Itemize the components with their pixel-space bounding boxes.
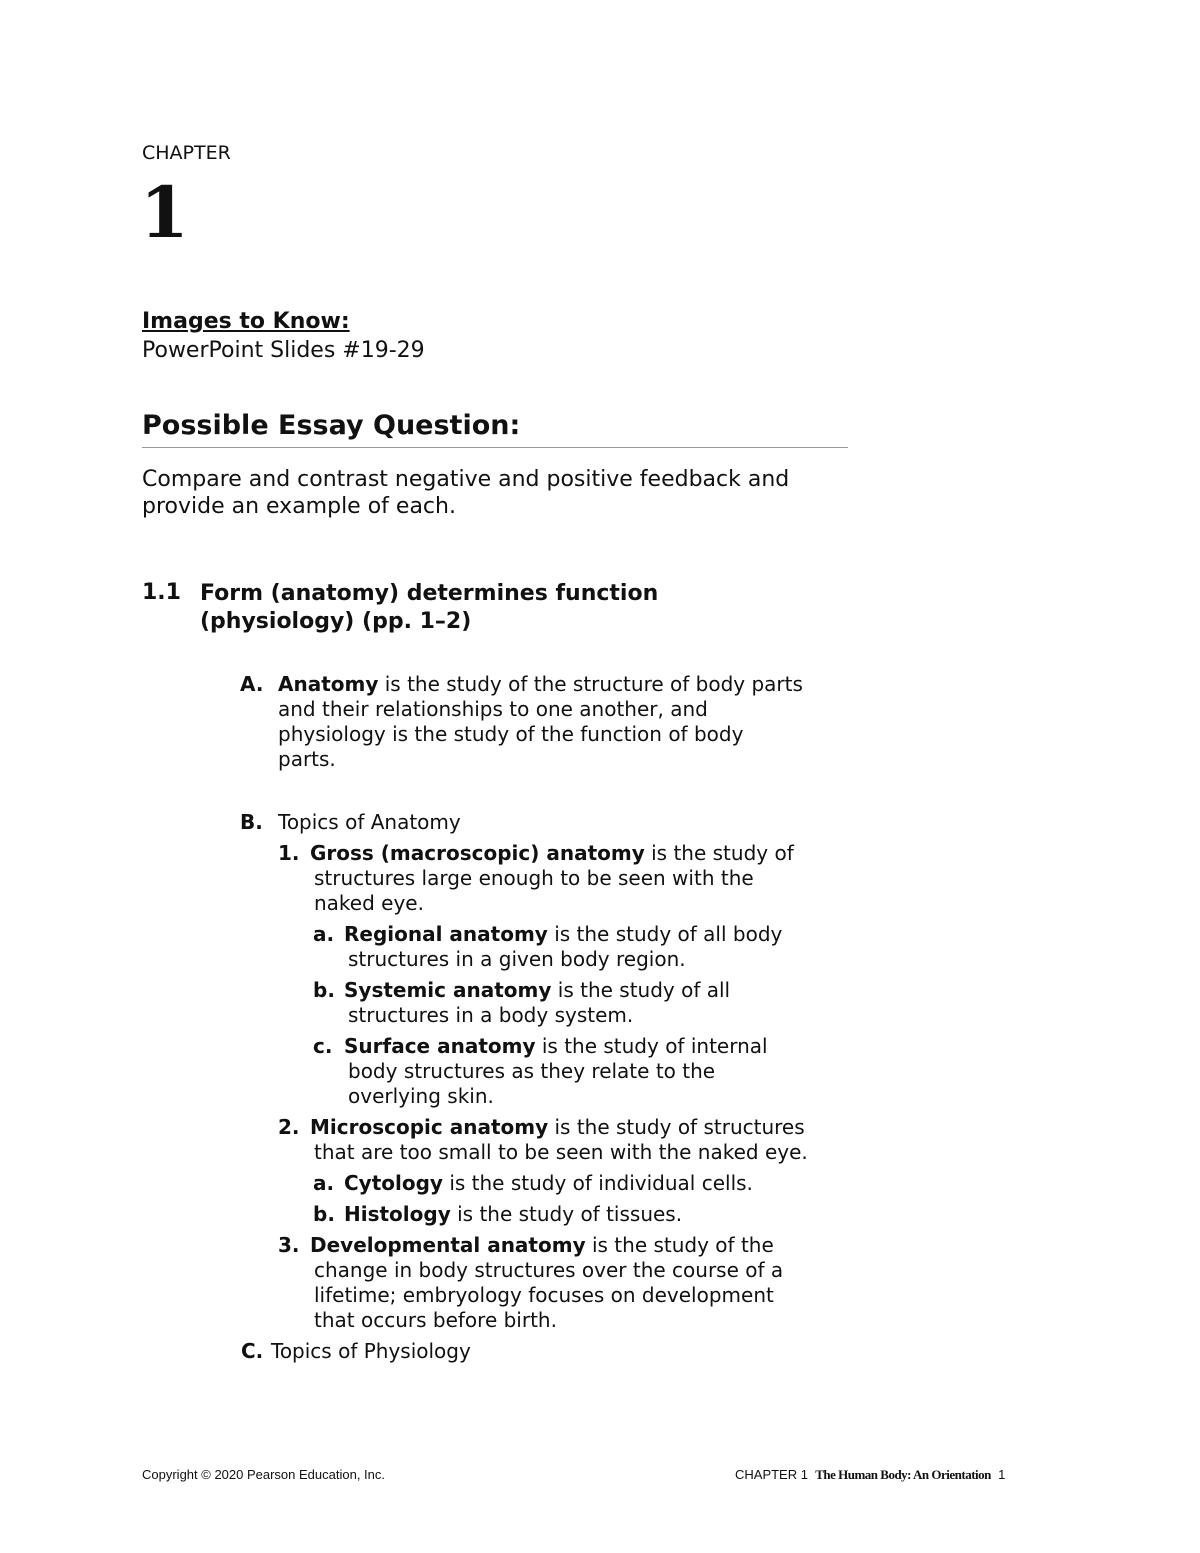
outline-item-b1: Gross (macroscopic) anatomy is the study of structures large enough to be seen with the naked eye. (310, 841, 794, 915)
outline-item-b3: Developmental anatomy is the study of the change in body structures over the course of a lifetime; embryology focuses on development that occurs before birth. (310, 1233, 784, 1332)
term: Gross (macroscopic) anatomy (310, 841, 645, 865)
outline-marker: a. (313, 1171, 335, 1195)
essay-line: provide an example of each. (142, 494, 456, 519)
outline-marker: B. (240, 810, 263, 834)
term: Systemic anatomy (344, 978, 552, 1002)
outline-item-b2: Microscopic anatomy is the study of structures that are too small to be seen with the naked eye. (310, 1115, 808, 1164)
outline-item-b2a: Cytology is the study of individual cells. (344, 1171, 753, 1195)
section-title (200, 580, 658, 636)
section-title-line: (physiology) (pp. 1–2) (200, 609, 472, 634)
footer-running-head (735, 1467, 1005, 1483)
chapter-label: CHAPTER (142, 142, 231, 164)
footer-subtitle: The Human Body: An Orientation (815, 1467, 991, 1482)
outline-marker: A. (240, 672, 264, 696)
term: Developmental anatomy (310, 1233, 586, 1257)
page-number: 1 (998, 1467, 1006, 1482)
outline-item-b1a: Regional anatomy is the study of all body structures in a given body region. (344, 922, 783, 971)
outline-item-a: Anatomy is the study of the structure of body parts and their relationships to one another, and physiology is the study of the function of body parts. (278, 672, 803, 771)
outline-item-b: Topics of Anatomy (278, 810, 461, 834)
outline-item-b2b: Histology is the study of tissues. (344, 1202, 683, 1226)
essay-question (142, 466, 789, 520)
outline-marker: b. (313, 1202, 335, 1226)
section-number: 1.1 (142, 580, 181, 605)
outline-marker: a. (313, 922, 335, 946)
outline-item-b1c: Surface anatomy is the study of internal body structures as they relate to the overlying skin. (344, 1034, 768, 1108)
essay-divider (142, 447, 848, 448)
essay-heading: Possible Essay Question: (142, 410, 521, 441)
outline-marker: c. (313, 1034, 333, 1058)
term: Cytology (344, 1171, 443, 1195)
term: Microscopic anatomy (310, 1115, 549, 1139)
outline-marker: b. (313, 978, 335, 1002)
term: Regional anatomy (344, 922, 548, 946)
outline-item-b1b: Systemic anatomy is the study of all structures in a body system. (344, 978, 731, 1027)
chapter-number: 1 (140, 171, 189, 254)
term: Anatomy (278, 672, 379, 696)
term: Histology (344, 1202, 451, 1226)
footer-copyright: Copyright © 2020 Pearson Education, Inc. (142, 1467, 386, 1482)
term: Surface anatomy (344, 1034, 536, 1058)
footer-chapter: CHAPTER 1 (735, 1467, 808, 1482)
outline-item-c: Topics of Physiology (271, 1339, 471, 1363)
outline-marker: 3. (278, 1233, 300, 1257)
images-to-know-heading: Images to Know: (142, 309, 350, 334)
outline-marker: 1. (278, 841, 300, 865)
section-title-line: Form (anatomy) determines function (200, 581, 659, 606)
essay-line: Compare and contrast negative and positive feedback and (142, 467, 790, 492)
outline-marker: 2. (278, 1115, 300, 1139)
images-to-know-text: PowerPoint Slides #19-29 (142, 338, 425, 363)
outline-marker: C. (241, 1339, 264, 1363)
